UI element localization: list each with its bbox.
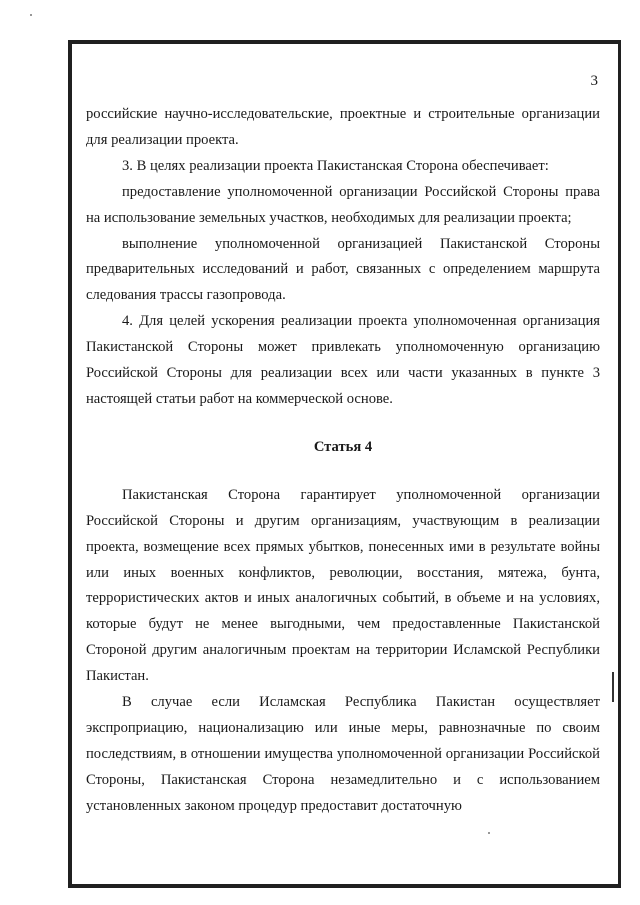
paragraph-clause-4: 4. Для целей ускорения реализации проекта уполномоченная организация Пакистанской Стороны может привлекать уполномоченную организацию Российской Стороны для реализации всех или части указанных в пункте 3 настоящей статьи работ на коммерческой основе. — [86, 313, 600, 407]
scan-speck — [488, 832, 490, 834]
page-number: 3 — [590, 73, 598, 89]
article-heading: Статья 4 — [313, 438, 373, 455]
scan-speck — [30, 14, 32, 16]
paragraph-route-studies: выполнение уполномоченной организацией Пакистанской Стороны предварительных исследований и работ, связанных с определением маршрута следования трассы газопровода. — [86, 235, 600, 304]
scan-margin-mark — [612, 672, 614, 702]
paragraph-continuation: российские научно-исследовательские, проектные и строительные организации для реализации проекта. — [86, 106, 600, 148]
paragraph-guarantee: Пакистанская Сторона гарантирует уполномоченной организации Российской Стороны и другим организациям, участвующим в реализации проекта, возмещение всех прямых убытков, понесенных ими в результате войны или иных военных конфликтов, революции, восстания, мятежа, бунта, террористических актов и иных аналогичных событий, в объеме и на условиях, которые будут не менее выгодными, чем предоставленные Пакистанской Стороной другим аналогичным проектам на территории Исламской Республики Пакистан. — [86, 486, 600, 685]
paragraph-land-use: предоставление уполномоченной организации Российской Стороны права на использование земельных участков, необходимых для реализации проекта; — [86, 183, 600, 226]
document-body — [86, 102, 600, 820]
paragraph-clause-3: 3. В целях реализации проекта Пакистанская Сторона обеспечивает: — [122, 157, 549, 174]
paragraph-expropriation: В случае если Исламская Республика Пакистан осуществляет экспроприацию, национализацию или иные меры, равнозначные по своим последствиям, в отношении имущества уполномоченной организации Российской Стороны, Пакистанская Сторона незамедлительно и с использованием установленных законом процедур предоставит достаточную — [86, 694, 600, 814]
